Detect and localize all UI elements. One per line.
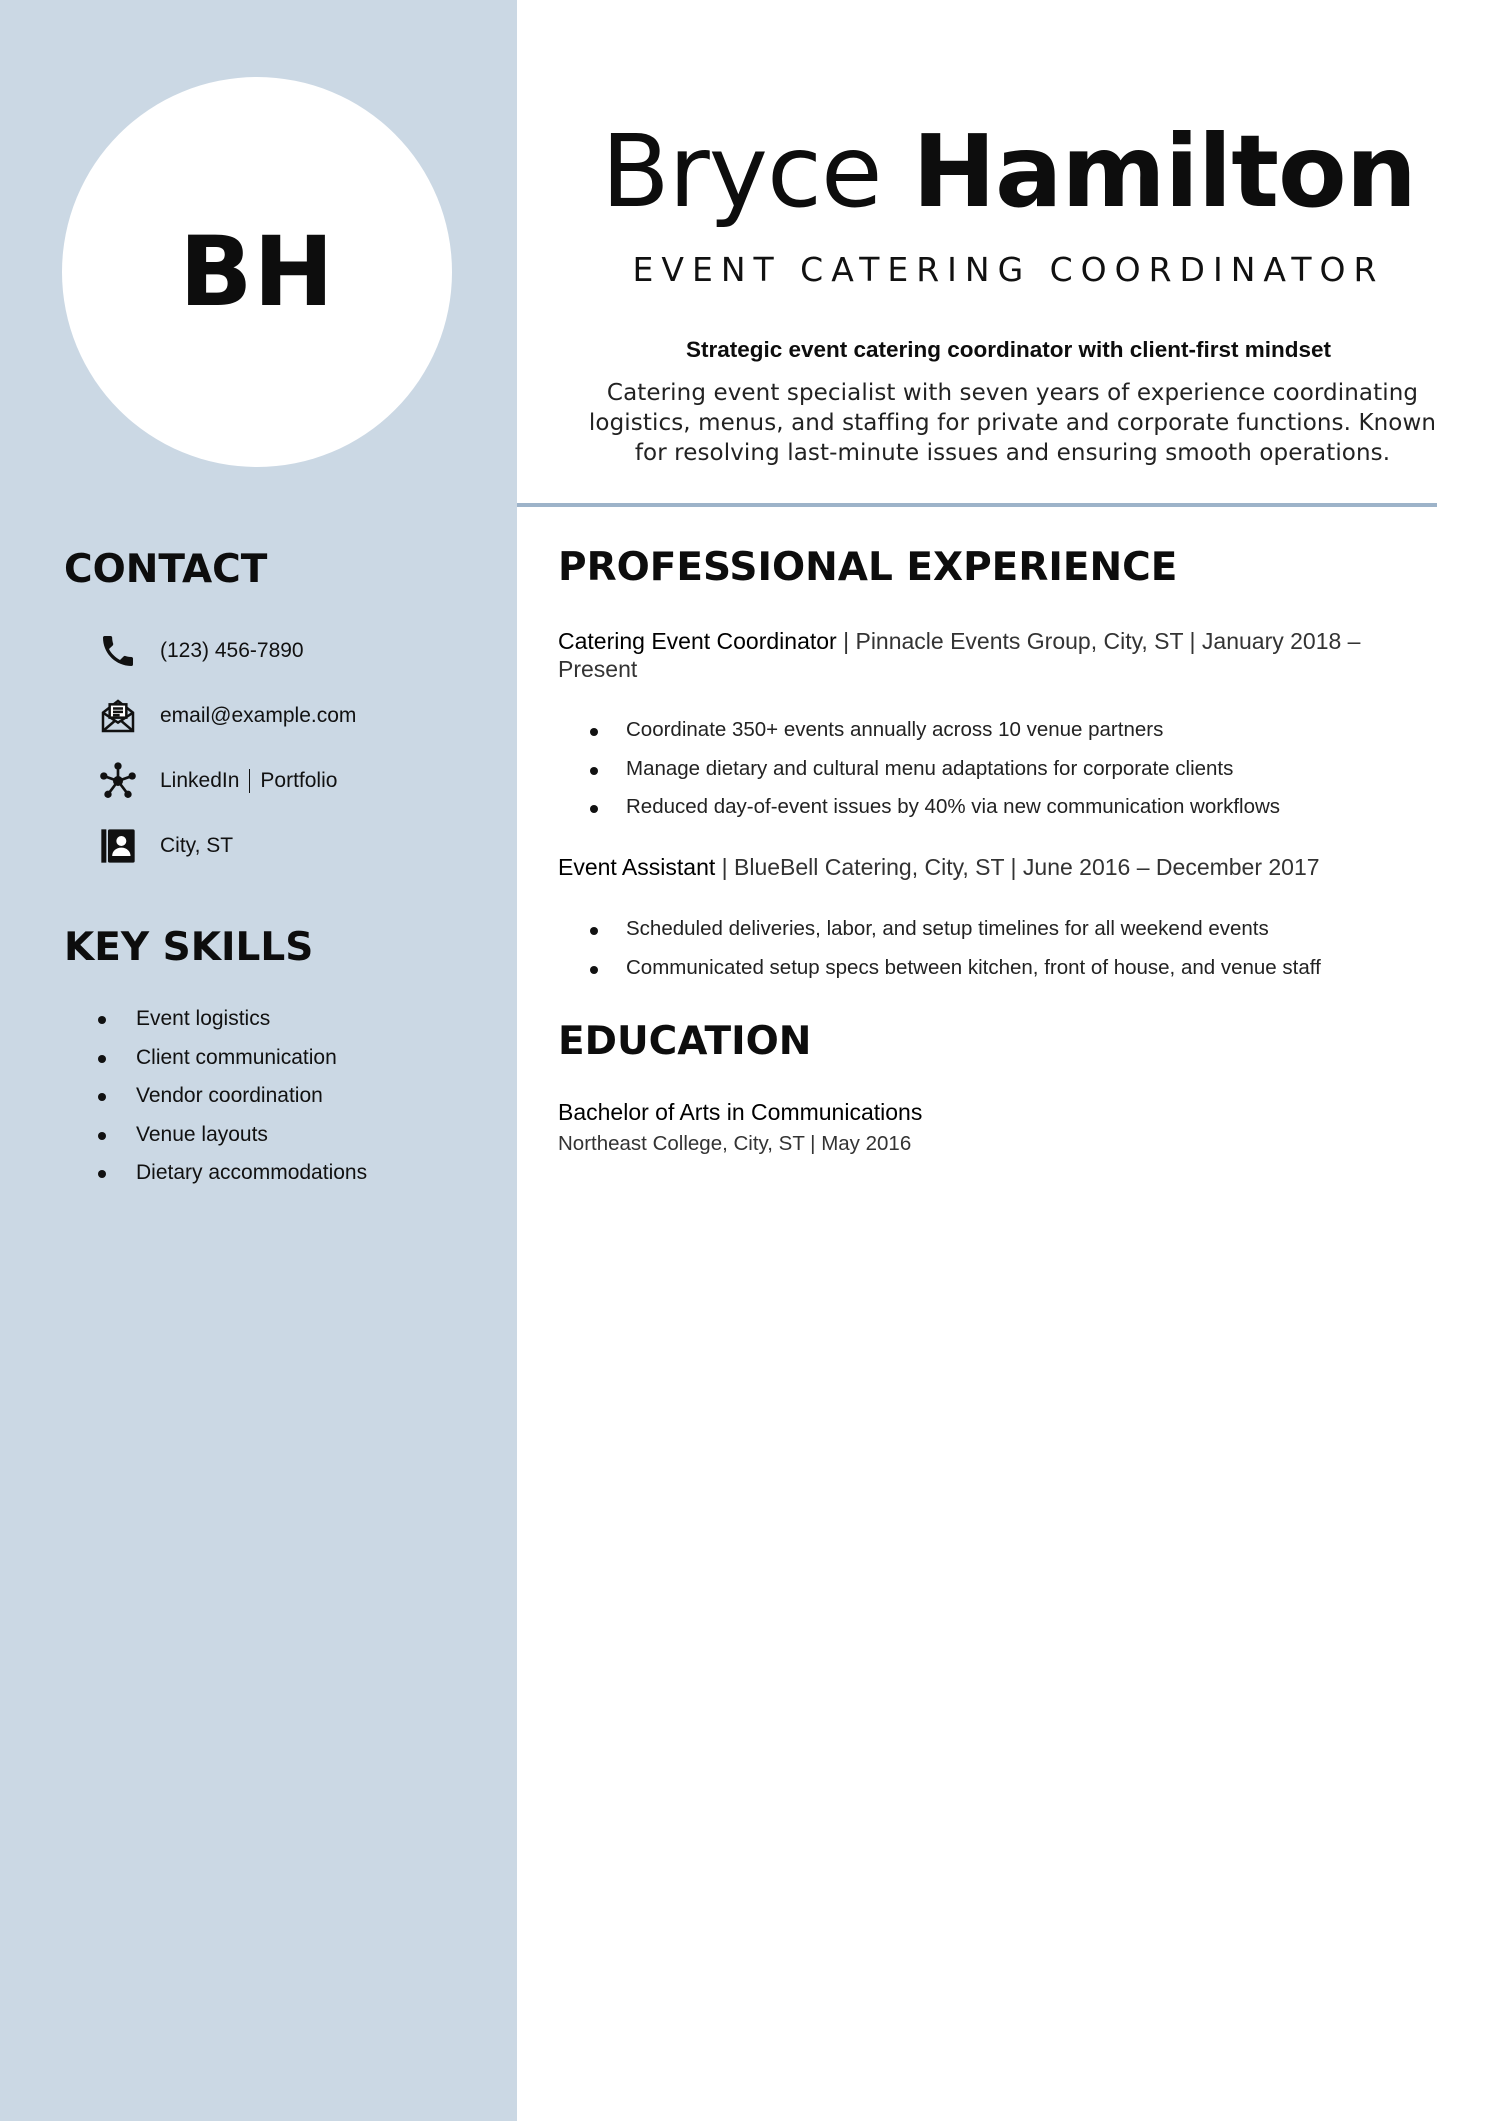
linkedin-link[interactable]: LinkedIn <box>160 768 240 792</box>
job-bullets <box>590 711 1280 827</box>
job-role: Event Assistant <box>558 854 716 880</box>
portfolio-link[interactable]: Portfolio <box>260 768 338 792</box>
list-item: Dietary accommodations <box>94 1154 367 1193</box>
summary: Catering event specialist with seven years of experience coordinating logistics, menus, and staffing for private and corporate functions. Known for resolving last-minute issues and ensuring smooth operations. <box>588 380 1437 466</box>
job-details: | Pinnacle Events Group, City, ST | January 2018 – Present <box>558 628 1361 682</box>
list-item: Client communication <box>94 1039 367 1078</box>
list-item: Vendor coordination <box>94 1077 367 1116</box>
network-icon <box>96 759 140 803</box>
contact-links <box>96 758 337 804</box>
education-heading: EDUCATION <box>558 1019 812 1064</box>
degree: Bachelor of Arts in Communications <box>558 1099 923 1125</box>
email-address[interactable]: email@example.com <box>160 704 357 727</box>
school: Northeast College, City, ST | May 2016 <box>558 1132 912 1155</box>
job-header <box>558 627 1398 683</box>
list-item: Communicated setup specs between kitchen, front of house, and venue staff <box>590 949 1321 988</box>
envelope-icon <box>96 694 140 738</box>
list-item: Venue layouts <box>94 1116 367 1155</box>
job-details: | BlueBell Catering, City, ST | June 2016 – December 2017 <box>715 854 1320 880</box>
job-bullets <box>590 910 1321 987</box>
phone-icon <box>96 629 140 673</box>
list-item: Scheduled deliveries, labor, and setup timelines for all weekend events <box>590 910 1321 949</box>
contact-card-icon <box>96 824 140 868</box>
contact-heading: CONTACT <box>64 547 268 592</box>
list-item: Event logistics <box>94 1000 367 1039</box>
monogram-initials: BH <box>179 216 335 328</box>
job-header <box>558 853 1398 881</box>
candidate-name <box>517 112 1500 232</box>
job-role: Catering Event Coordinator <box>558 628 837 654</box>
key-skills-heading: KEY SKILLS <box>64 925 314 970</box>
experience-heading: PROFESSIONAL EXPERIENCE <box>558 545 1178 590</box>
contact-location <box>96 823 233 869</box>
list-item: Reduced day-of-event issues by 40% via new communication workflows <box>590 788 1280 827</box>
divider <box>517 503 1437 507</box>
location: City, ST <box>160 834 234 857</box>
monogram-avatar <box>62 77 452 467</box>
list-item: Manage dietary and cultural menu adaptations for corporate clients <box>590 750 1280 789</box>
tagline: Strategic event catering coordinator with client-first mindset <box>685 337 1332 362</box>
phone-number[interactable]: (123) 456-7890 <box>160 639 304 662</box>
job-title: EVENT CATERING COORDINATOR <box>632 250 1385 289</box>
contact-email <box>96 693 356 739</box>
list-item: Coordinate 350+ events annually across 10 venue partners <box>590 711 1280 750</box>
skills-list <box>94 1000 367 1193</box>
first-name: Bryce <box>601 113 882 230</box>
divider <box>249 769 250 793</box>
last-name: Hamilton <box>912 113 1416 230</box>
contact-phone <box>96 628 304 674</box>
